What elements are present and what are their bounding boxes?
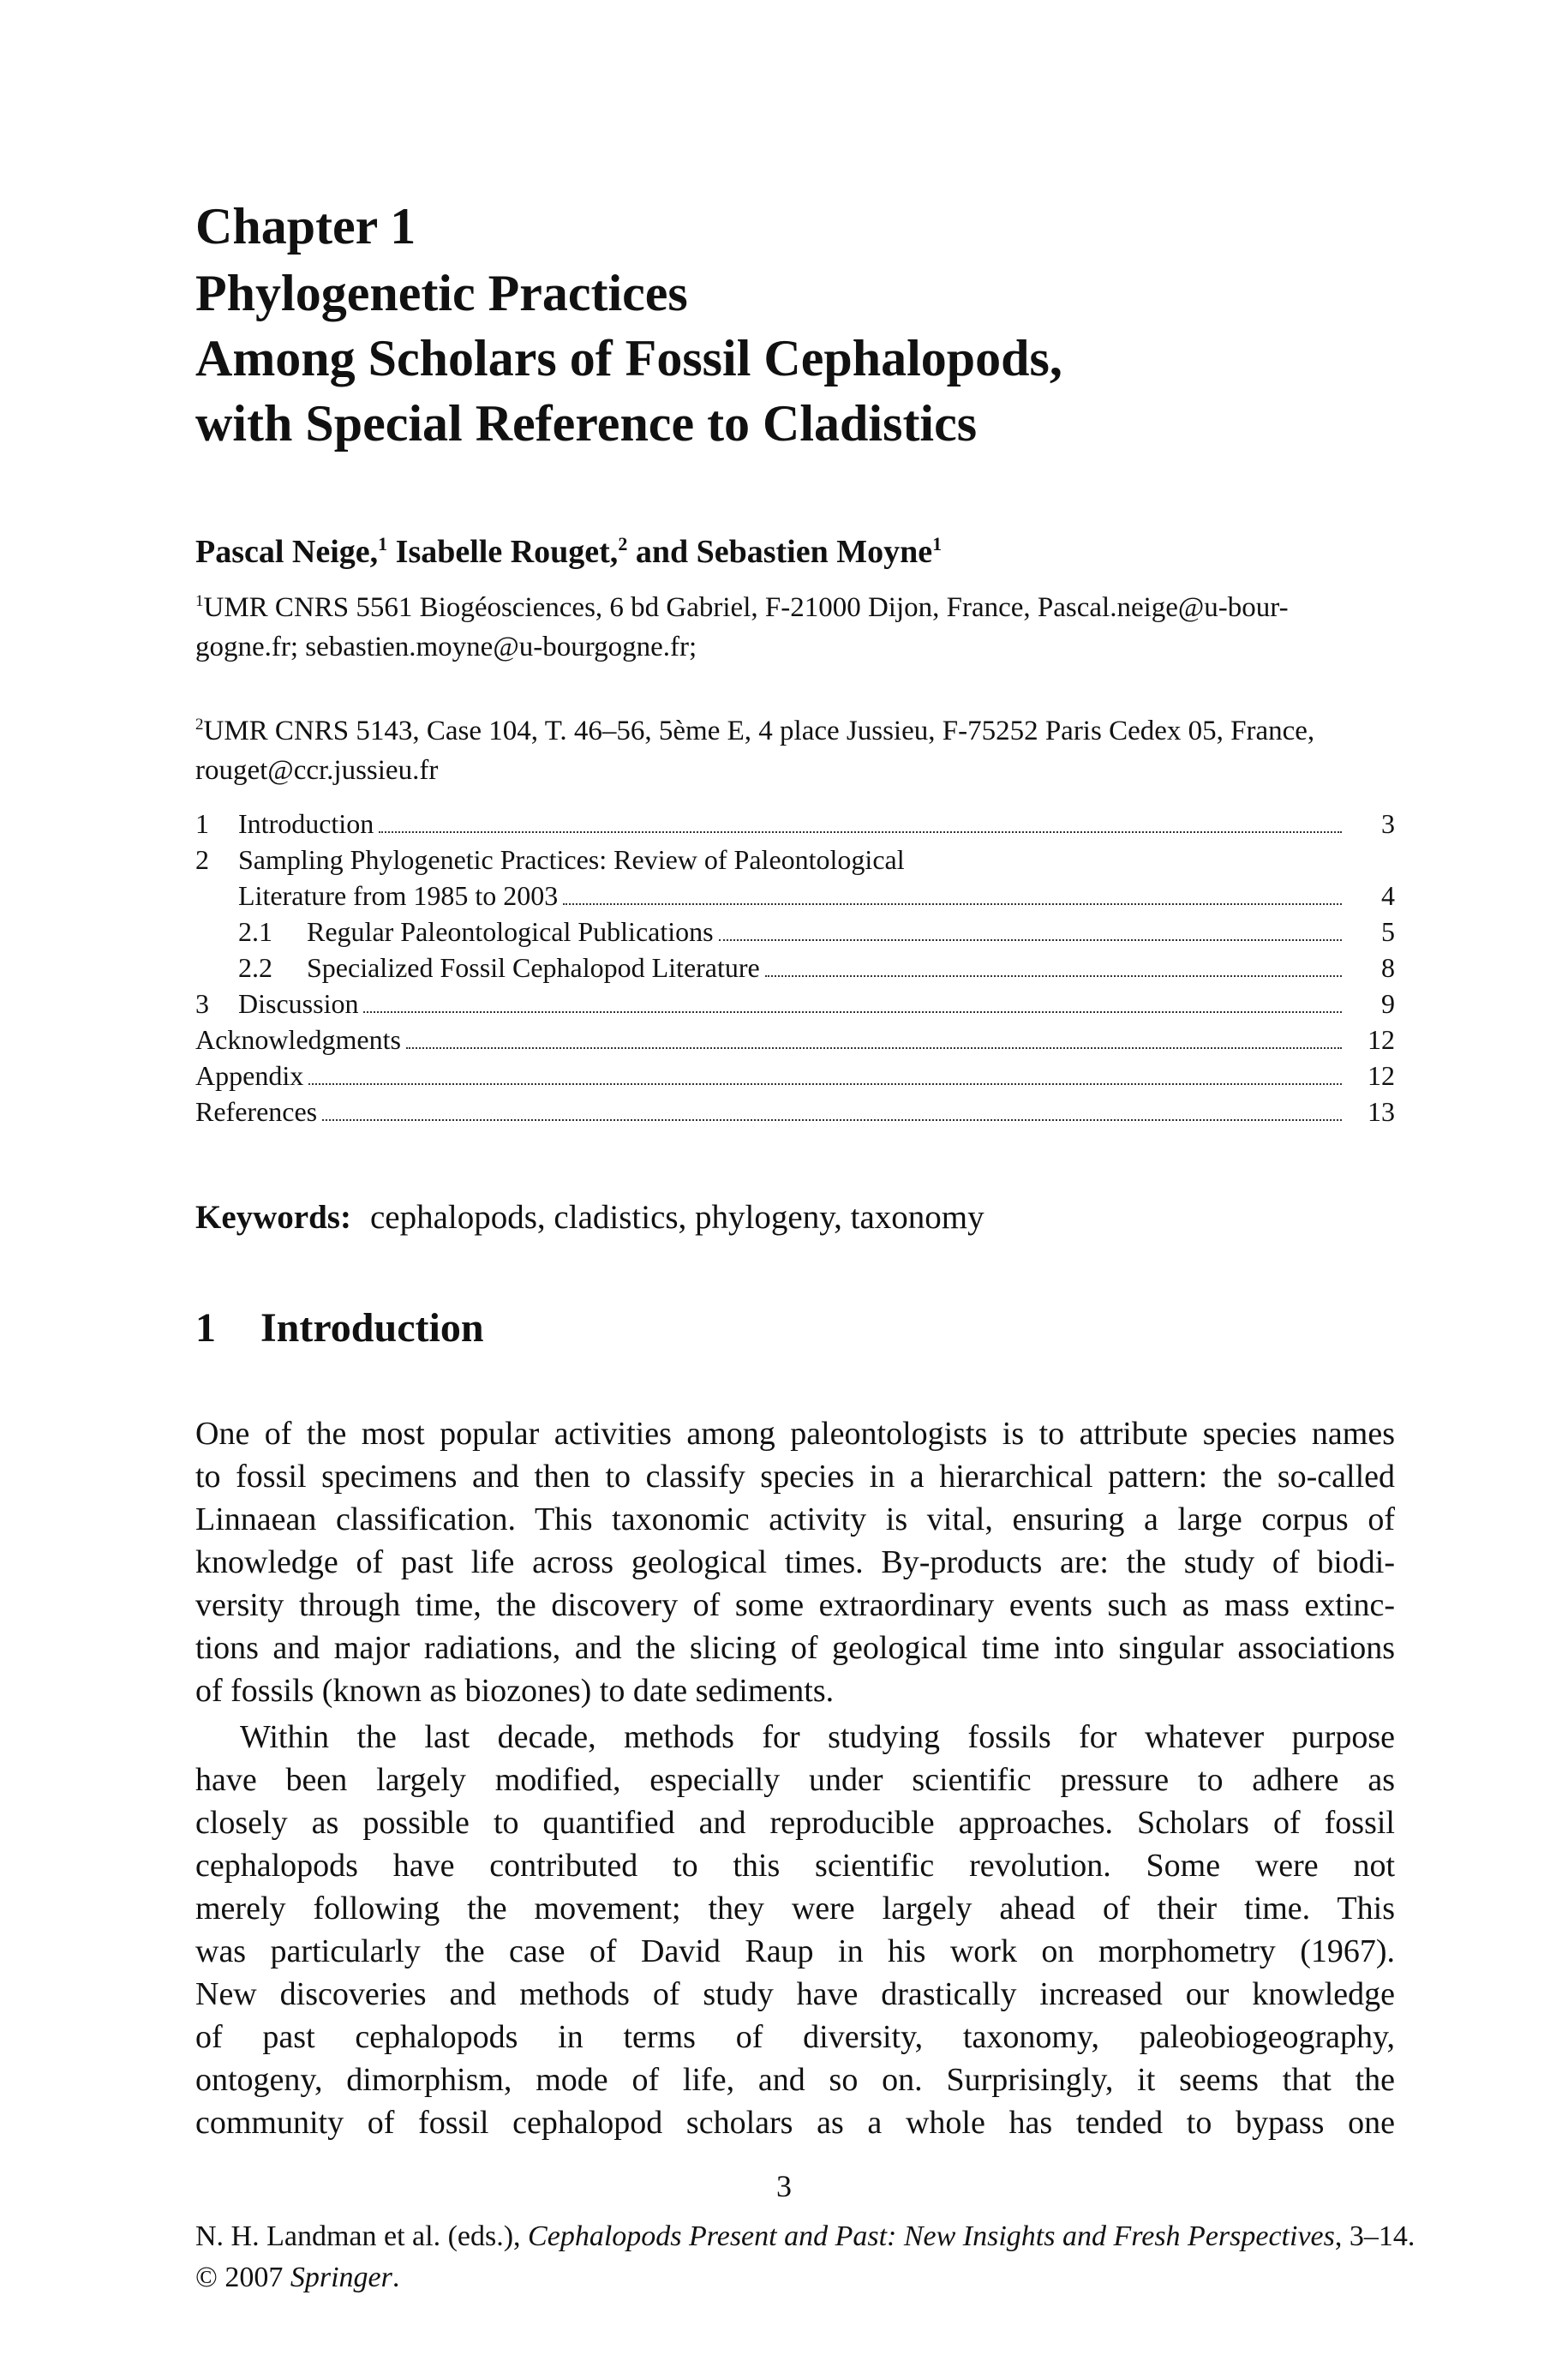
toc-leader — [363, 1011, 1342, 1013]
toc-entry-discussion[interactable] — [195, 986, 1395, 1022]
toc-label: Regular Paleontological Publications — [307, 916, 714, 947]
toc-number: 2.1 — [238, 916, 272, 947]
affiliation — [195, 588, 1397, 667]
text-line: Within the last decade, methods for studying fossils for whatever purpose — [240, 1719, 1395, 1755]
toc-label: Acknowledgments — [195, 1024, 401, 1055]
toc-label: Specialized Fossil Cephalopod Literature — [307, 952, 760, 983]
toc-page: 8 — [1381, 952, 1395, 983]
toc-leader — [308, 1083, 1342, 1085]
toc-entry-introduction[interactable] — [195, 806, 1395, 842]
author-list — [195, 533, 942, 571]
text-line: was particularly the case of David Raup in his work on morphometry (1967). — [195, 1933, 1395, 1969]
text-line: closely as possible to quantified and reproducible approaches. Scholars of fossil — [195, 1805, 1395, 1841]
author-name: Isabelle Rouget, — [387, 534, 619, 570]
chapter-title — [195, 261, 1062, 456]
toc-number: 2.2 — [238, 952, 272, 983]
paragraph — [195, 1716, 1395, 2144]
chapter-title-line: Phylogenetic Practices — [195, 265, 688, 321]
toc-leader — [719, 939, 1342, 941]
footer-text: . — [392, 2262, 400, 2293]
toc-entry-sampling[interactable] — [195, 842, 1395, 878]
affiliation-marker: 1 — [195, 592, 204, 610]
toc-leader — [322, 1119, 1342, 1121]
toc-leader — [406, 1047, 1342, 1049]
text-line: merely following the movement; they were largely ahead of their time. This — [195, 1891, 1395, 1927]
text-line: Linnaean classification. This taxonomic activity is vital, ensuring a large corpus of — [195, 1501, 1395, 1537]
publisher: Springer — [290, 2262, 392, 2293]
toc-page: 12 — [1368, 1060, 1395, 1091]
toc-label: Introduction — [238, 808, 374, 839]
affiliation-marker: 2 — [618, 533, 628, 554]
toc-leader — [379, 831, 1342, 833]
affiliation-line — [195, 588, 1397, 627]
page-number: 3 — [776, 2169, 792, 2203]
affiliation — [195, 711, 1397, 790]
author-name: and Sebastien Moyne — [627, 534, 933, 570]
toc-label: Literature from 1985 to 2003 — [238, 880, 559, 911]
text-line: tions and major radiations, and the slicing of geological time into singular associations — [195, 1630, 1395, 1666]
text-line: ontogeny, dimorphism, mode of life, and so on. Surprisingly, it seems that the — [195, 2062, 1395, 2098]
affiliation-text: UMR CNRS 5561 Biogéosciences, 6 bd Gabriel, F-21000 Dijon, France, Pascal.neige@u-bour- — [203, 592, 1289, 623]
toc-entry-regular-publications[interactable] — [195, 914, 1395, 950]
toc-entry-specialized-literature[interactable] — [195, 950, 1395, 986]
toc-number: 2 — [195, 844, 209, 875]
footer-text: N. H. Landman et al. (eds.), — [195, 2220, 529, 2252]
toc-page: 9 — [1381, 988, 1395, 1019]
text-line: One of the most popular activities among paleontologists is to attribute species names — [195, 1416, 1395, 1452]
text-line: of fossils (known as biozones) to date sediments. — [195, 1673, 835, 1709]
paragraph — [195, 1412, 1395, 1712]
toc-page: 3 — [1381, 808, 1395, 839]
toc-leader — [765, 975, 1342, 977]
toc-number: 3 — [195, 988, 209, 1019]
chapter-title-line: with Special Reference to Cladistics — [195, 395, 978, 452]
affiliation-line: rouget@ccr.jussieu.fr — [195, 755, 439, 786]
toc-leader — [563, 903, 1342, 905]
table-of-contents — [195, 806, 1395, 1130]
text-line: cephalopods have contributed to this scientific revolution. Some were not — [195, 1848, 1395, 1884]
toc-page: 12 — [1368, 1024, 1395, 1055]
author-name: Pascal Neige, — [195, 534, 379, 570]
footer-text: , 3–14. — [1334, 2220, 1415, 2252]
citation-footer — [195, 2216, 1415, 2298]
toc-entry-appendix[interactable] — [195, 1058, 1395, 1094]
footer-line — [195, 2257, 1415, 2298]
toc-number: 1 — [195, 808, 209, 839]
toc-entry-acknowledgments[interactable] — [195, 1022, 1395, 1058]
text-line: to fossil specimens and then to classify species in a hierarchical pattern: the so-called — [195, 1459, 1395, 1495]
affiliation-marker: 1 — [378, 533, 388, 554]
keywords-label: Keywords: — [195, 1199, 351, 1236]
footer-line — [195, 2216, 1415, 2257]
text-line: community of fossil cephalopod scholars as a whole has tended to bypass one — [195, 2105, 1395, 2141]
toc-page: 5 — [1381, 916, 1395, 947]
toc-entry-references[interactable] — [195, 1094, 1395, 1130]
keywords-text: cephalopods, cladistics, phylogeny, taxonomy — [369, 1199, 984, 1236]
section-heading — [195, 1304, 484, 1351]
text-line: have been largely modified, especially under scientific pressure to adhere as — [195, 1762, 1395, 1798]
book-title: Cephalopods Present and Past: New Insights and Fresh Perspectives — [528, 2220, 1335, 2252]
keywords — [195, 1198, 984, 1237]
toc-entry-sampling-cont[interactable] — [195, 878, 1395, 914]
section-number: 1 — [195, 1305, 216, 1351]
text-line: New discoveries and methods of study have drastically increased our knowledge — [195, 1976, 1395, 2012]
toc-label: Appendix — [195, 1060, 304, 1091]
affiliation-marker: 1 — [932, 533, 943, 554]
chapter-label: Chapter 1 — [195, 198, 416, 255]
affiliation-line: gogne.fr; sebastien.moyne@u-bourgogne.fr; — [195, 632, 697, 662]
toc-page: 4 — [1381, 880, 1395, 911]
toc-label: Discussion — [238, 988, 359, 1019]
text-line: knowledge of past life across geological times. By-products are: the study of biodi- — [195, 1544, 1395, 1580]
chapter-title-line: Among Scholars of Fossil Cephalopods, — [195, 330, 1062, 387]
section-title: Introduction — [260, 1305, 484, 1351]
toc-label: References — [195, 1096, 318, 1127]
affiliation-marker: 2 — [195, 716, 204, 734]
affiliation-text: UMR CNRS 5143, Case 104, T. 46–56, 5ème E, 4 place Jussieu, F-75252 Paris Cedex 05, France, — [203, 716, 1315, 746]
toc-page: 13 — [1368, 1096, 1395, 1127]
affiliation-line — [195, 711, 1397, 751]
text-line: of past cephalopods in terms of diversity, taxonomy, paleobiogeography, — [195, 2019, 1395, 2055]
copyright-text: © 2007 — [195, 2262, 290, 2293]
toc-label: Sampling Phylogenetic Practices: Review of Paleontological — [238, 844, 905, 875]
text-line: versity through time, the discovery of some extraordinary events such as mass extinc- — [195, 1587, 1395, 1623]
